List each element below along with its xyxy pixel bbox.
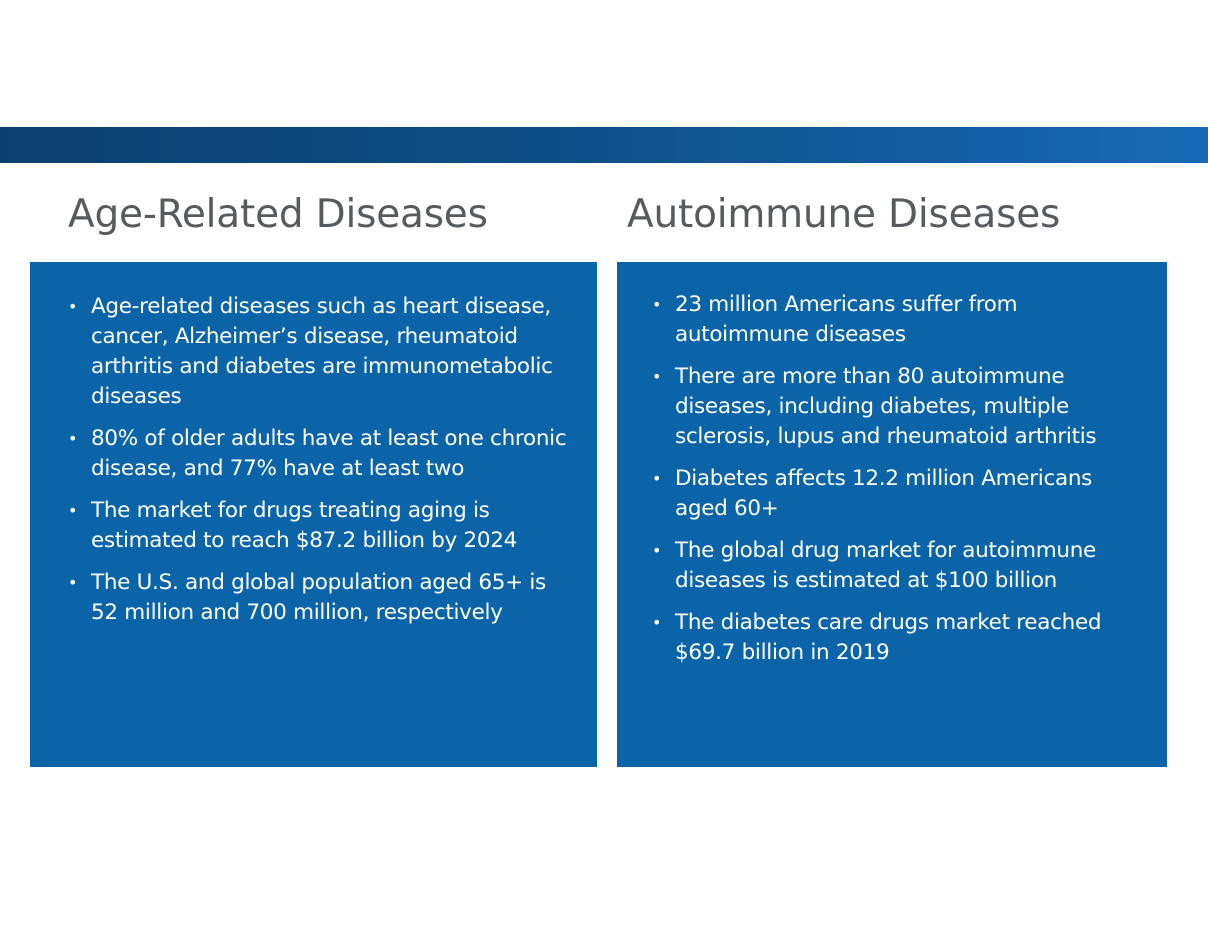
age-related-panel	[30, 262, 597, 767]
bullet-dot-icon: •	[652, 541, 662, 560]
bullet-dot-icon: •	[68, 501, 78, 520]
bullet-text: The diabetes care drugs market reached $69.7 billion in 2019	[675, 610, 1102, 665]
list-item	[68, 424, 577, 484]
bullet-text: The U.S. and global population aged 65+ is 52 million and 700 million, respectively	[91, 570, 546, 625]
autoimmune-bullet-list	[652, 290, 1147, 668]
bullet-dot-icon: •	[652, 613, 662, 632]
bullet-dot-icon: •	[68, 429, 78, 448]
list-item	[652, 290, 1147, 350]
age-related-diseases-title: Age-Related Diseases	[68, 192, 488, 237]
bullet-text: Age-related diseases such as heart disease, cancer, Alzheimer’s disease, rheumatoid arthritis and diabetes are immunometabolic diseases	[91, 294, 553, 409]
bullet-text: Diabetes affects 12.2 million Americans aged 60+	[675, 466, 1093, 521]
bullet-dot-icon: •	[68, 297, 78, 316]
autoimmune-panel	[617, 262, 1167, 767]
list-item	[652, 536, 1147, 596]
autoimmune-diseases-title: Autoimmune Diseases	[627, 192, 1061, 237]
bullet-text: The global drug market for autoimmune diseases is estimated at $100 billion	[675, 538, 1096, 593]
list-item	[652, 608, 1147, 668]
bullet-text: There are more than 80 autoimmune diseases, including diabetes, multiple sclerosis, lupus and rheumatoid arthritis	[675, 364, 1097, 449]
list-item	[68, 496, 577, 556]
bullet-text: The market for drugs treating aging is estimated to reach $87.2 billion by 2024	[91, 498, 518, 553]
bullet-text: 80% of older adults have at least one chronic disease, and 77% have at least two	[91, 426, 567, 481]
bullet-dot-icon: •	[652, 295, 662, 314]
age-related-bullet-list	[68, 292, 577, 628]
list-item	[68, 292, 577, 412]
list-item	[652, 464, 1147, 524]
bullet-dot-icon: •	[68, 573, 78, 592]
list-item	[652, 362, 1147, 452]
header-band	[0, 127, 1208, 163]
list-item	[68, 568, 577, 628]
bullet-dot-icon: •	[652, 469, 662, 488]
bullet-dot-icon: •	[652, 367, 662, 386]
bullet-text: 23 million Americans suffer from autoimmune diseases	[675, 292, 1018, 347]
